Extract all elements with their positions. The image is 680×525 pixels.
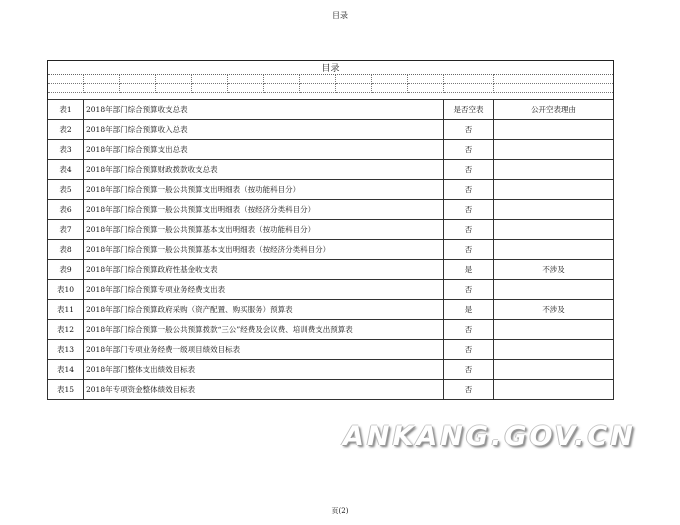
table-row	[48, 200, 614, 220]
table-name: 2018年部门综合预算政府性基金收支表	[84, 260, 444, 280]
table-row	[48, 360, 614, 380]
empty-reason-cell	[494, 360, 614, 380]
table-row	[48, 160, 614, 180]
empty-reason-cell	[494, 380, 614, 400]
is-empty-cell: 否	[444, 140, 494, 160]
is-empty-cell: 是	[444, 260, 494, 280]
table-row	[48, 280, 614, 300]
spacer-row	[48, 93, 614, 100]
is-empty-cell: 否	[444, 220, 494, 240]
is-empty-cell: 否	[444, 380, 494, 400]
table-name: 2018年部门整体支出绩效目标表	[84, 360, 444, 380]
empty-reason-cell	[494, 120, 614, 140]
table-name: 2018年部门综合预算专项业务经费支出表	[84, 280, 444, 300]
is-empty-cell: 否	[444, 340, 494, 360]
empty-reason-cell	[494, 320, 614, 340]
table-row	[48, 340, 614, 360]
is-empty-cell: 否	[444, 280, 494, 300]
table-row	[48, 300, 614, 320]
is-empty-cell: 否	[444, 360, 494, 380]
is-empty-cell: 是否空表	[444, 100, 494, 120]
table-number: 表10	[48, 280, 84, 300]
table-number: 表9	[48, 260, 84, 280]
table-title-row	[48, 61, 614, 75]
table-row	[48, 140, 614, 160]
empty-reason-cell	[494, 240, 614, 260]
empty-reason-cell: 公开空表理由	[494, 100, 614, 120]
table-row	[48, 320, 614, 340]
empty-reason-cell	[494, 140, 614, 160]
table-name: 2018年部门综合预算政府采购（资产配置、购买服务）预算表	[84, 300, 444, 320]
table-number: 表15	[48, 380, 84, 400]
empty-reason-cell: 不涉及	[494, 300, 614, 320]
table-name: 2018年部门综合预算一般公共预算拨款“三公”经费及会议费、培训费支出预算表	[84, 320, 444, 340]
table-name: 2018年部门综合预算财政拨款收支总表	[84, 160, 444, 180]
empty-reason-cell	[494, 280, 614, 300]
watermark: ANKANG.GOV.CN	[343, 421, 636, 452]
table-title: 目录	[48, 61, 614, 75]
catalog-table	[47, 60, 614, 400]
table-number: 表3	[48, 140, 84, 160]
table-number: 表12	[48, 320, 84, 340]
table-name: 2018年部门综合预算一般公共预算基本支出明细表（按功能科目分）	[84, 220, 444, 240]
is-empty-cell: 否	[444, 160, 494, 180]
empty-reason-cell: 不涉及	[494, 260, 614, 280]
grid-row	[48, 75, 614, 84]
table-name: 2018年部门综合预算收入总表	[84, 120, 444, 140]
table-name: 2018年部门专项业务经费一级项目绩效目标表	[84, 340, 444, 360]
table-name: 2018年专项资金整体绩效目标表	[84, 380, 444, 400]
table-number: 表2	[48, 120, 84, 140]
empty-reason-cell	[494, 160, 614, 180]
table-row	[48, 380, 614, 400]
grid-row	[48, 84, 614, 93]
table-number: 表8	[48, 240, 84, 260]
table-number: 表1	[48, 100, 84, 120]
table-number: 表7	[48, 220, 84, 240]
table-name: 2018年部门综合预算收支总表	[84, 100, 444, 120]
table-number: 表6	[48, 200, 84, 220]
table-number: 表5	[48, 180, 84, 200]
table-row	[48, 180, 614, 200]
empty-reason-cell	[494, 340, 614, 360]
table-number: 表4	[48, 160, 84, 180]
is-empty-cell: 否	[444, 320, 494, 340]
empty-reason-cell	[494, 220, 614, 240]
table-name: 2018年部门综合预算一般公共预算基本支出明细表（按经济分类科目分）	[84, 240, 444, 260]
is-empty-cell: 否	[444, 240, 494, 260]
table-name: 2018年部门综合预算支出总表	[84, 140, 444, 160]
table-row	[48, 220, 614, 240]
is-empty-cell: 否	[444, 180, 494, 200]
page-number: 页(2)	[331, 507, 349, 515]
table-row	[48, 120, 614, 140]
is-empty-cell: 是	[444, 300, 494, 320]
table-number: 表14	[48, 360, 84, 380]
table-number: 表11	[48, 300, 84, 320]
empty-reason-cell	[494, 200, 614, 220]
table-row	[48, 260, 614, 280]
table-number: 表13	[48, 340, 84, 360]
page-header: 目录	[332, 11, 348, 20]
is-empty-cell: 否	[444, 120, 494, 140]
table-row	[48, 240, 614, 260]
table-name: 2018年部门综合预算一般公共预算支出明细表（按经济分类科目分）	[84, 200, 444, 220]
table-row	[48, 100, 614, 120]
is-empty-cell: 否	[444, 200, 494, 220]
table-name: 2018年部门综合预算一般公共预算支出明细表（按功能科目分）	[84, 180, 444, 200]
empty-reason-cell	[494, 180, 614, 200]
